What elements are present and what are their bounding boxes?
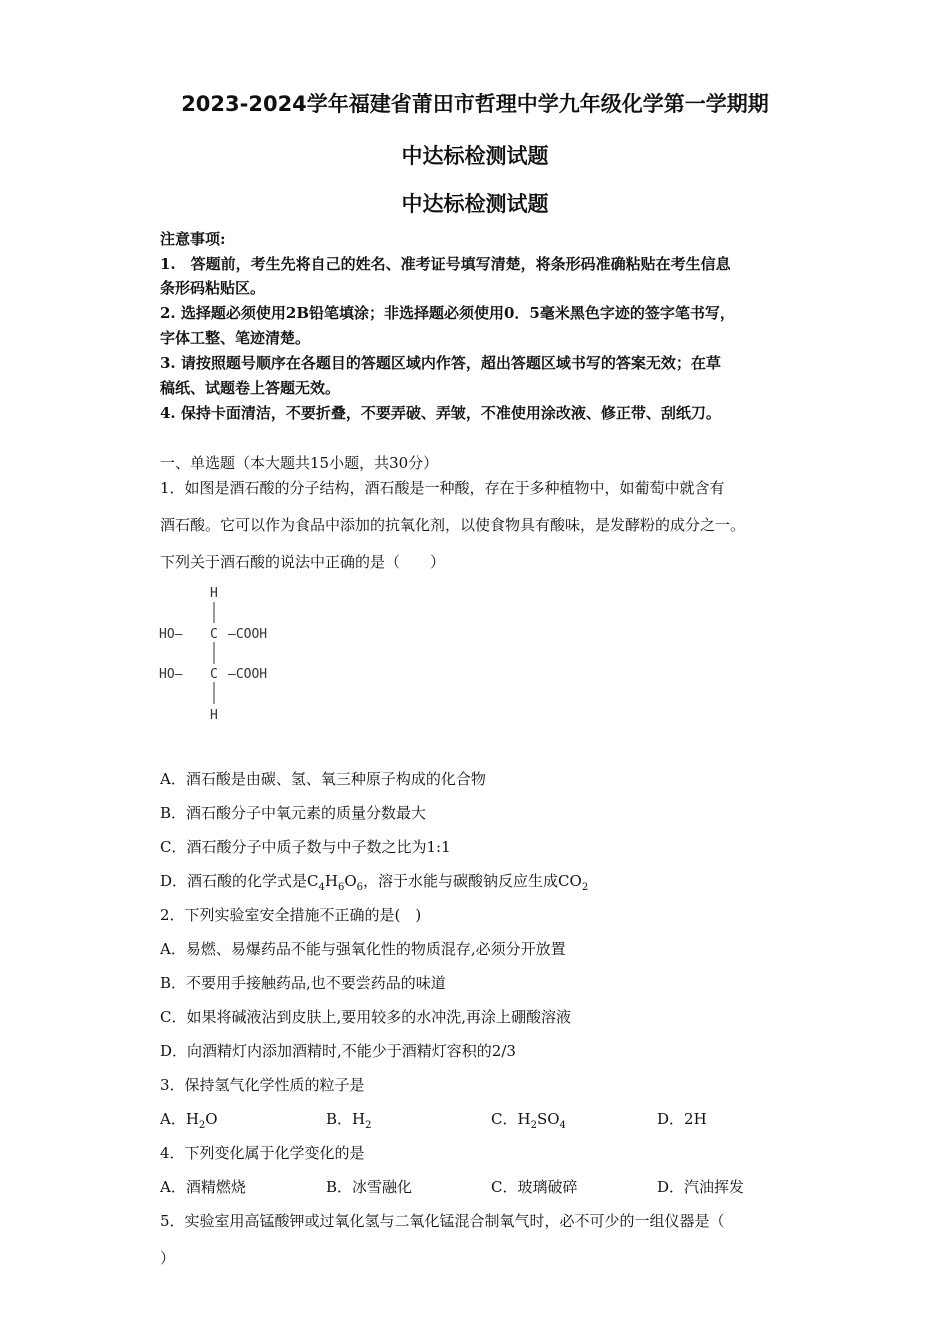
atom-label: HO— bbox=[159, 627, 183, 642]
atom-label: HO— bbox=[159, 667, 183, 682]
question-1-option-d: D．酒石酸的化学式是$C_4H_6O_6$，溶于水能与碳酸钠反应生成$CO_2$ bbox=[160, 872, 589, 893]
atom-label: —COOH bbox=[228, 627, 268, 642]
question-3-option-a: A．$H_2O$ bbox=[160, 1110, 218, 1131]
notice-item: 稿纸、试题卷上答题无效。 bbox=[160, 379, 341, 397]
question-4-stem: 4．下列变化属于化学变化的是 bbox=[160, 1144, 365, 1162]
question-2-option: B．不要用手接触药品,也不要尝药品的味道 bbox=[160, 974, 446, 992]
question-2-option: C．如果将碱液沾到皮肤上,要用较多的水冲洗,再涂上硼酸溶液 bbox=[160, 1008, 572, 1026]
exam-title-line3: 中达标检测试题 bbox=[401, 192, 549, 216]
notice-item: 2. 选择题必须使用2B铅笔填涂；非选择题必须使用0．5毫米黑色字迹的签字笔书写， bbox=[160, 304, 735, 322]
question-1-stem: 下列关于酒石酸的说法中正确的是（ ） bbox=[160, 553, 446, 571]
question-3-option-d: D．2H bbox=[657, 1110, 707, 1128]
question-1-option: A．酒石酸是由碳、氢、氧三种原子构成的化合物 bbox=[160, 770, 486, 788]
notice-item: 字体工整、笔迹清楚。 bbox=[160, 329, 311, 347]
question-1-option: C．酒石酸分子中质子数与中子数之比为1:1 bbox=[160, 838, 451, 856]
atom-label: H bbox=[210, 586, 218, 601]
exam-title-line2: 中达标检测试题 bbox=[401, 144, 549, 168]
question-4-option: A．酒精燃烧 bbox=[160, 1178, 246, 1196]
question-5-stem: 5．实验室用高锰酸钾或过氧化氢与二氧化锰混合制氧气时，必不可少的一组仪器是（ bbox=[160, 1212, 725, 1230]
question-1-stem: 酒石酸。它可以作为食品中添加的抗氧化剂，以使食物具有酸味，是发酵粉的成分之一。 bbox=[160, 516, 746, 534]
atom-label: —COOH bbox=[228, 667, 268, 682]
question-1-stem: 1．如图是酒石酸的分子结构，酒石酸是一种酸，存在于多种植物中，如葡萄中就含有 bbox=[160, 479, 725, 497]
question-2-option: A．易燃、易爆药品不能与强氧化性的物质混存,必须分开放置 bbox=[160, 940, 566, 958]
question-2-option: D．向酒精灯内添加酒精时,不能少于酒精灯容积的2/3 bbox=[160, 1042, 516, 1060]
notice-item: 条形码粘贴区。 bbox=[160, 279, 266, 297]
exam-title-line1: 2023-2024学年福建省莆田市哲理中学九年级化学第一学期期 bbox=[181, 92, 769, 116]
question-3-stem: 3．保持氢气化学性质的粒子是 bbox=[160, 1076, 365, 1094]
tartaric-acid-structure bbox=[158, 580, 300, 730]
question-3-option-b: B．$H_2$ bbox=[326, 1110, 372, 1131]
notice-heading: 注意事项: bbox=[160, 230, 226, 248]
question-4-option: C．玻璃破碎 bbox=[491, 1178, 578, 1196]
notice-item: 4. 保持卡面清洁，不要折叠，不要弄破、弄皱，不准使用涂改液、修正带、刮纸刀。 bbox=[160, 404, 721, 422]
notice-item: 1. 答题前，考生先将自己的姓名、准考证号填写清楚，将条形码准确粘贴在考生信息 bbox=[160, 255, 731, 273]
question-3-option-c: C．$H_2SO_4$ bbox=[491, 1110, 566, 1131]
question-4-option: D．汽油挥发 bbox=[657, 1178, 745, 1196]
question-5-stem: ） bbox=[160, 1249, 176, 1267]
notice-item: 3. 请按照题号顺序在各题目的答题区域内作答，超出答题区域书写的答案无效；在草 bbox=[160, 354, 721, 372]
section-heading: 一、单选题（本大题共15小题，共30分） bbox=[160, 454, 439, 472]
atom-label: H bbox=[210, 708, 218, 723]
question-1-option: B．酒石酸分子中氧元素的质量分数最大 bbox=[160, 804, 427, 822]
atom-label: C bbox=[210, 627, 218, 642]
question-2-stem: 2．下列实验室安全措施不正确的是( ) bbox=[160, 906, 422, 924]
question-4-option: B．冰雪融化 bbox=[326, 1178, 413, 1196]
atom-label: C bbox=[210, 667, 218, 682]
